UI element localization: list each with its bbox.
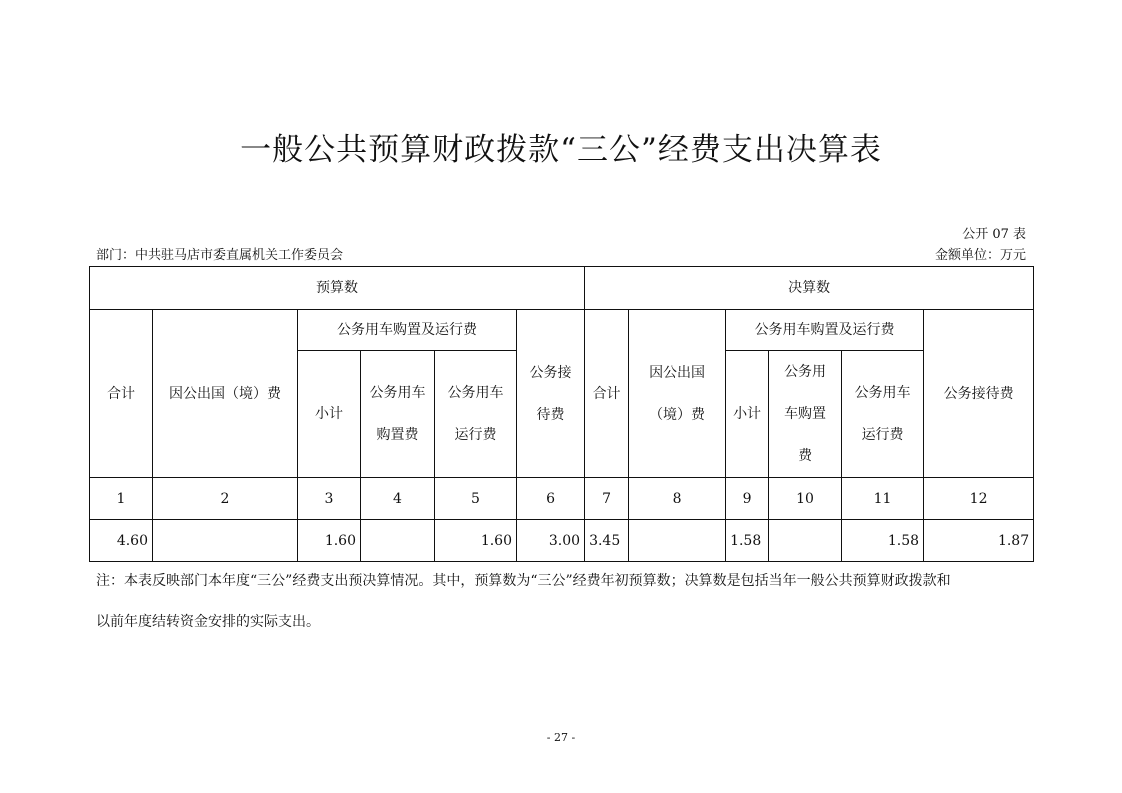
group-header-row [90,267,1034,310]
final-car-purchase-value [769,520,842,562]
final-reception-value: 1.87 [924,520,1034,562]
budget-car-run-line2: 运行费 [454,427,497,443]
final-subtotal-header: 小计 [726,351,769,478]
col-number: 11 [842,478,924,520]
budget-car-run-header [435,351,517,478]
final-car-purchase-line2: 车购置 [784,406,827,422]
final-car-run-line2: 运行费 [861,427,904,443]
final-abroad-header-line2: （境）费 [649,406,706,423]
col-number: 4 [361,478,435,520]
final-car-run-value: 1.58 [842,520,924,562]
final-car-run-header [842,351,924,478]
final-total-value: 3.45 [585,520,629,562]
budget-abroad-header: 因公出国（境）费 [153,310,298,478]
col-number: 8 [629,478,726,520]
budget-car-group-header: 公务用车购置及运行费 [298,310,517,351]
budget-subtotal-value: 1.60 [298,520,361,562]
budget-reception-header-line1: 公务接 [529,364,572,381]
col-number: 2 [153,478,298,520]
col-number: 1 [90,478,153,520]
budget-header: 预算数 [90,267,585,310]
col-number: 6 [517,478,585,520]
final-header: 决算数 [585,267,1034,310]
final-car-group-header: 公务用车购置及运行费 [726,310,924,351]
column-number-row [90,478,1034,520]
budget-car-run-value: 1.60 [435,520,517,562]
form-number: 公开 07 表 [962,227,1026,242]
budget-total-value: 4.60 [90,520,153,562]
budget-car-purchase-line1: 公务用车 [369,385,426,401]
budget-car-purchase-line2: 购置费 [376,427,419,443]
table-note-line1: 注：本表反映部门本年度“三公”经费支出预决算情况。其中，预算数为“三公”经费年初预算数；决算数是包括当年一般公共预算财政拨款和 [96,573,951,589]
table-row [90,520,1034,562]
final-total-header: 合计 [585,310,629,478]
budget-subtotal-header: 小计 [298,351,361,478]
budget-car-run-line1: 公务用车 [447,385,504,401]
final-car-run-line1: 公务用车 [854,385,911,401]
final-car-purchase-line3: 费 [798,448,813,464]
page-title: 一般公共预算财政拨款“三公”经费支出决算表 [240,132,882,168]
final-abroad-header-line1: 因公出国 [649,364,706,381]
table-note-line2: 以前年度结转资金安排的实际支出。 [96,614,320,630]
final-reception-header: 公务接待费 [924,310,1034,478]
department-label: 部门：中共驻马店市委直属机关工作委员会 [96,248,344,263]
final-car-purchase-line1: 公务用 [784,364,827,380]
subgroup-header-row [90,310,1034,351]
col-number: 9 [726,478,769,520]
budget-reception-header-line2: 待费 [536,406,565,423]
final-car-purchase-header [769,351,842,478]
three-public-expenses-table [89,266,1034,562]
col-number: 12 [924,478,1034,520]
budget-reception-value: 3.00 [517,520,585,562]
amount-unit-label: 金额单位：万元 [934,248,1026,263]
col-number: 3 [298,478,361,520]
col-number: 7 [585,478,629,520]
final-subtotal-value: 1.58 [726,520,769,562]
page-number: - 27 - [546,731,576,744]
budget-car-purchase-value [361,520,435,562]
col-number: 5 [435,478,517,520]
budget-car-purchase-header [361,351,435,478]
col-number: 10 [769,478,842,520]
final-abroad-header [629,310,726,478]
budget-abroad-value [153,520,298,562]
budget-reception-header [517,310,585,478]
budget-total-header: 合计 [90,310,153,478]
final-abroad-value [629,520,726,562]
